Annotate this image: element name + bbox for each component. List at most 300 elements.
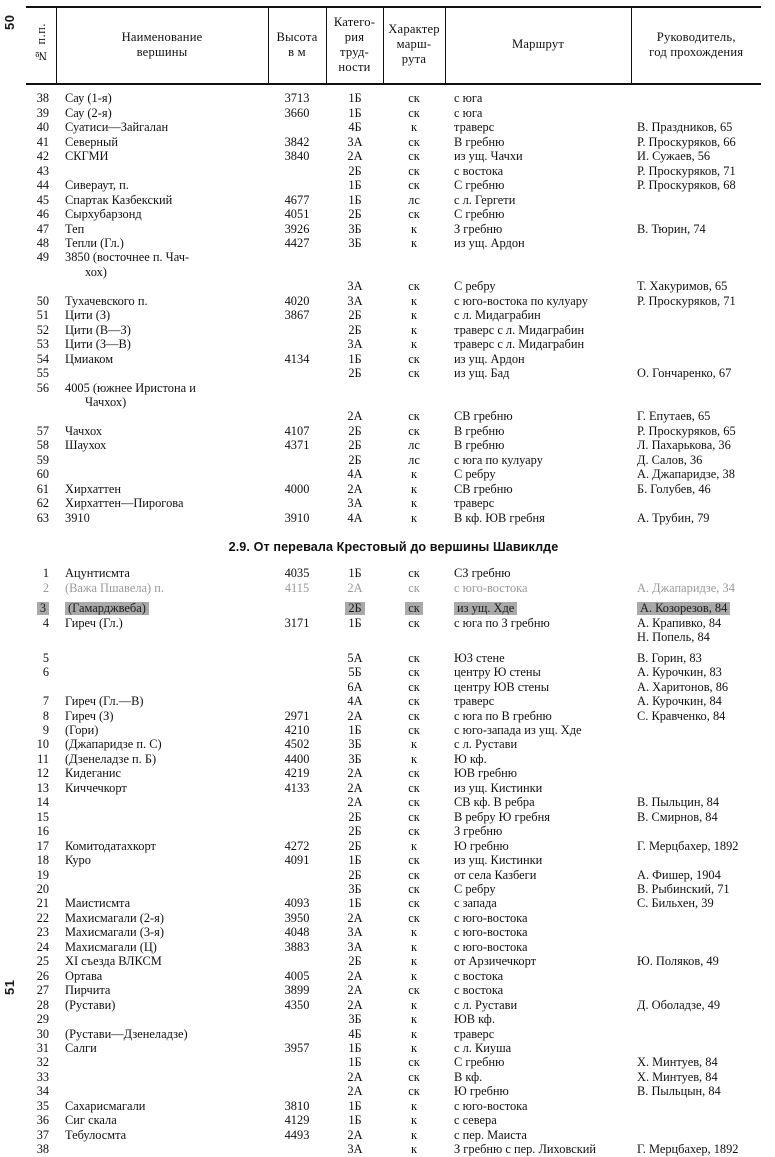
column-header-name-line2: вершины [136,44,188,59]
row-category: 5А [347,650,363,665]
table-row [26,1012,761,1026]
row-altitude: 4107 [284,423,310,438]
row-altitude [268,395,326,409]
row-leader [631,236,761,250]
row-category [326,381,383,395]
row-route-character: лс [408,438,420,453]
row-number: 14 [36,795,49,810]
row-route: с юга [454,105,483,120]
row-route: с востока [454,968,504,983]
row-route-character: к [410,467,418,482]
row-peak-name: Спартак Казбекский [65,192,173,207]
peaks-table-sheet [26,6,761,1157]
table-row [26,630,761,644]
row-category [326,265,383,279]
row-peak-name: Комитодатахкорт [65,838,156,853]
row-altitude: 3883 [284,939,310,954]
row-altitude: 4115 [284,580,310,595]
row-leader: В. Рыбинский, 71 [637,882,730,896]
row-leader [631,337,761,351]
table-row [26,323,761,337]
table-row [26,1027,761,1041]
row-number [26,630,56,644]
row-category: 3А [347,279,363,294]
row-leader [631,1099,761,1113]
row-peak-name-continuation [56,265,268,279]
row-category: 3Б [348,1012,362,1027]
row-peak-name: Тебулосмта [65,1127,127,1142]
row-route: В кф. ЮВ гребня [454,510,545,525]
row-number: 44 [36,178,49,193]
row-route: ЮВ гребню [454,766,518,781]
row-route: СВ гребню [454,409,513,424]
row-leader: И. Сужаев, 56 [637,149,711,164]
row-route: траверс [454,496,495,511]
row-leader: В. Праздников, 65 [637,120,733,135]
page-folio-bottom: 51 [2,979,17,995]
row-category: 2Б [348,824,362,839]
row-route-character: ск [408,366,420,381]
row-route-character: к [410,1113,418,1128]
row-number: 43 [36,163,49,178]
row-number: 46 [36,207,49,222]
column-header-altitude-line1: Высота [276,29,318,44]
row-leader: А. Фишер, 1904 [637,867,721,882]
row-peak-name: Гиреч (З) [65,708,114,723]
row-route: с востока [454,163,504,178]
row-peak-name: Сиг скала [65,1113,117,1128]
row-leader [631,566,761,580]
table-row [26,694,761,708]
column-header-route: Маршрут [445,7,631,84]
row-leader [631,824,761,838]
row-route: с востока [454,983,504,998]
row-route: В гребню [454,438,505,453]
row-altitude: 4093 [284,896,310,911]
table-row [26,1099,761,1113]
row-leader [631,925,761,939]
row-category: 3Б [348,221,362,236]
row-leader: Р. Проскуряков, 66 [637,134,736,149]
row-leader: А. Джапаридзе, 38 [637,467,735,482]
row-peak-name: Цмиаком [65,351,114,366]
row-route: с юго-запада из ущ. Хде [454,723,582,738]
table-row [26,566,761,580]
row-category: 2А [347,481,363,496]
row-category: 2А [347,766,363,781]
section-heading-row [26,525,761,566]
row-route-character: ск [408,650,420,665]
table-row [26,381,761,395]
row-leader: В. Пыльцын, 84 [637,1084,721,1099]
table-row [26,178,761,192]
row-peak-name [56,279,268,293]
row-altitude: 4272 [284,838,310,853]
row-peak-name [56,1084,268,1098]
row-leader: В. Смирнов, 84 [637,809,718,824]
row-route-character [383,630,445,644]
row-category: 4Б [348,120,362,135]
row-route-character: ск [408,882,420,896]
highlight-marker: ск [405,602,423,615]
row-altitude: 4048 [284,925,310,940]
row-route: с юго-востока [454,925,528,940]
row-leader: О. Гончаренко, 67 [637,366,732,381]
row-peak-name: Куро [65,853,91,868]
row-altitude [268,824,326,838]
row-route-character: ск [408,149,420,164]
row-leader [631,781,761,795]
row-route-character: к [410,838,418,853]
highlight-marker: А. Козорезов, 84 [637,602,730,615]
row-altitude [268,694,326,708]
row-peak-name: СКГМИ [65,149,109,164]
row-number: 12 [36,766,49,781]
row-number: 20 [36,882,49,896]
table-row [26,193,761,207]
row-route: из ущ. Кистинки [454,853,543,868]
row-number: 35 [36,1098,49,1113]
row-peak-name [56,651,268,665]
row-route-character: к [410,308,418,323]
table-row [26,601,761,615]
row-altitude [268,265,326,279]
row-category: 2А [347,708,363,723]
row-route: В гребню [454,134,505,149]
table-row [26,135,761,149]
row-category: 3Б [348,235,362,250]
row-leader: А. Курочкин, 83 [637,665,722,680]
table-row [26,453,761,467]
row-category: 2Б [348,163,362,178]
row-route: Ю гребню [454,838,509,853]
row-route: траверс с л. Мидаграбин [454,337,585,352]
row-peak-name: Сау (1-я) [65,91,112,106]
row-route: В гребню [454,423,505,438]
row-altitude: 3957 [284,1040,310,1055]
row-category: 2Б [348,438,362,453]
row-number: 62 [36,496,49,511]
row-route: с юго-востока [454,1098,528,1113]
row-route-character: к [410,997,418,1012]
row-route [445,381,631,395]
row-category: 2А [347,1069,363,1084]
row-number: 1 [42,566,49,581]
row-route [445,395,631,409]
table-row [26,106,761,120]
row-route: с запада [454,896,497,911]
row-altitude: 4129 [284,1113,310,1128]
row-category: 4Б [348,1026,362,1041]
row-category: 2А [347,983,363,998]
row-route-character: ск [408,566,420,581]
column-header-name-line1: Наименование [121,29,203,44]
row-altitude: 4210 [284,723,310,738]
table-row [26,1128,761,1142]
row-peak-name: Сахарисмагали [65,1098,146,1113]
row-route-character: к [410,954,418,969]
peaks-table [26,6,761,1157]
row-altitude: 3713 [284,91,310,106]
row-route: СВ кф. В ребра [454,795,535,810]
table-row [26,1070,761,1084]
row-route-character: к [410,1040,418,1055]
row-number: 13 [36,780,49,795]
table-row [26,795,761,809]
table-row [26,665,761,679]
column-header-name [56,7,268,84]
row-category: 2А [347,795,363,810]
row-number: 49 [36,250,49,265]
page-folio-top: 50 [2,14,17,30]
row-route-character: к [410,1012,418,1027]
row-peak-name: Цити (З) [65,308,111,323]
row-number: 50 [36,293,49,308]
row-leader [631,1027,761,1041]
row-altitude [268,381,326,395]
row-peak-name: Ацунтисмта [65,566,130,581]
row-altitude: 4051 [284,207,310,222]
row-number: 57 [36,423,49,438]
table-row [26,969,761,983]
row-number: 4 [42,615,49,630]
row-number: 59 [36,452,49,467]
row-leader: С. Бильхен, 39 [637,896,714,911]
row-route: с юга по кулуару [454,452,543,467]
column-header-character-line1: Характер [388,22,440,37]
table-row [26,482,761,496]
table-row [26,940,761,954]
row-category: 2А [347,780,363,795]
section-heading: 2.9. От перевала Крестовый до вершины Шавиклде [228,540,559,555]
row-leader: Д. Оболадзе, 49 [637,997,721,1012]
row-number: 29 [36,1012,49,1027]
row-route: из ущ. Чачхи [454,149,523,164]
row-category: 2Б [348,308,362,323]
row-number: 33 [36,1069,49,1084]
row-leader: В. Тюрин, 74 [637,221,706,236]
row-altitude [268,1055,326,1069]
row-route-character: ск [408,795,420,810]
row-number: 56 [36,380,49,395]
row-leader [631,496,761,510]
table-row [26,868,761,882]
row-leader [631,352,761,366]
row-peak-name: Северный [65,134,118,149]
column-header-number-label: № п.п. [33,22,48,63]
row-altitude [268,954,326,968]
row-route-character: ск [408,615,420,630]
row-number: 22 [36,910,49,925]
row-peak-name [56,630,268,644]
row-leader [631,381,761,395]
column-header-category [326,7,383,84]
row-category: 2А [347,997,363,1012]
row-route: из ущ. Ардон [454,351,525,366]
row-route: с юго-востока [454,910,528,925]
row-leader [631,265,761,279]
row-peak-name: (Рустави—Дзенеладзе) [65,1026,188,1041]
row-altitude [268,1084,326,1098]
row-altitude [268,178,326,192]
row-leader: Н. Попель, 84 [637,630,710,645]
row-number [26,409,56,423]
table-row [26,882,761,896]
row-leader [631,106,761,120]
table-row [26,853,761,867]
row-route-character: к [410,1142,418,1157]
row-altitude [268,680,326,694]
row-altitude [268,1012,326,1026]
row-route [445,630,631,644]
table-body [26,84,761,1156]
row-number: 15 [36,809,49,824]
table-row [26,824,761,838]
row-altitude: 4005 [284,968,310,983]
row-route-character: ск [408,766,420,781]
row-category: 2А [347,580,363,595]
row-leader: А. Харитонов, 86 [637,679,729,694]
row-peak-name [56,810,268,824]
row-number: 37 [36,1127,49,1142]
row-route: из ущ. Кистинки [454,780,543,795]
table-row [26,723,761,737]
row-altitude: 4350 [284,997,310,1012]
table-row [26,337,761,351]
row-route: с юга по В гребню [454,708,552,723]
table-row-continuation [26,395,761,409]
row-route-character: к [410,496,418,511]
row-altitude [268,337,326,351]
row-route-character: ск [408,824,420,839]
row-route: СВ гребню [454,481,513,496]
row-altitude [268,665,326,679]
table-header [26,7,761,84]
row-number: 30 [36,1026,49,1041]
row-peak-name [56,366,268,380]
table-row [26,911,761,925]
table-row [26,279,761,293]
row-route-character: ск [408,580,420,595]
column-header-altitude-line2: в м [288,44,306,59]
row-leader [631,911,761,925]
row-category: 2Б [348,838,362,853]
row-peak-name: Сау (2-я) [65,105,112,120]
row-route: С гребню [454,207,505,222]
row-altitude: 3910 [284,510,310,525]
row-route-character: ск [408,694,420,709]
row-number [26,265,56,279]
table-row [26,207,761,221]
row-route: В кф. [454,1069,483,1084]
row-category: 2Б [348,809,362,824]
row-peak-name: Цити (З—В) [65,337,131,352]
row-leader [631,969,761,983]
row-peak-name [56,882,268,896]
row-peak-name [56,1070,268,1084]
row-peak-name: Маистисмта [65,896,131,911]
table-row [26,149,761,163]
table-row-continuation [26,265,761,279]
row-route-character: к [410,235,418,250]
column-header-leader-line1: Руководитель, [656,29,736,44]
table-row [26,616,761,630]
row-route: от Арзичечкорт [454,954,537,969]
row-category: 2Б [348,867,362,882]
row-leader [631,752,761,766]
row-route-character: ск [408,279,420,294]
table-row [26,581,761,595]
table-row [26,954,761,968]
row-leader [631,1113,761,1127]
row-altitude: 4091 [284,853,310,868]
row-peak-name [56,824,268,838]
row-leader: А. Джапаридзе, 34 [637,580,735,595]
row-route-character: ск [408,91,420,106]
row-route-character [383,601,445,615]
row-altitude [268,467,326,481]
row-leader [631,250,761,264]
row-category: 3А [347,939,363,954]
row-number: 8 [42,708,49,723]
row-altitude: 3926 [284,221,310,236]
table-row [26,752,761,766]
row-route-character [383,381,445,395]
row-leader [631,601,761,615]
row-route-character: к [410,1026,418,1041]
row-number: 27 [36,983,49,998]
row-category: 2Б [348,954,362,969]
row-category: 1Б [348,1055,362,1070]
row-leader [631,737,761,751]
row-category: 3А [347,337,363,352]
row-leader: Р. Проскуряков, 68 [637,178,736,193]
row-route: ЮЗ стене [454,650,505,665]
row-route: В ребру Ю гребня [454,809,550,824]
table-row [26,366,761,380]
row-category: 4А [347,510,363,525]
row-category: 3А [347,1142,363,1157]
row-route-character [383,395,445,409]
column-header-character-line3: рута [401,52,427,67]
row-route-character: ск [408,351,420,366]
row-route: траверс [454,120,495,135]
table-row [26,496,761,510]
row-peak-name [56,795,268,809]
row-leader: Г. Мерцбахер, 1892 [637,1142,739,1157]
table-row [26,1142,761,1156]
row-route: З гребню [454,824,503,839]
table-row [26,896,761,910]
row-number: 55 [36,366,49,381]
row-category [326,630,383,644]
row-category: 1Б [348,1098,362,1113]
row-number: 17 [36,838,49,853]
row-altitude [268,279,326,293]
table-row [26,236,761,250]
row-route: с юга по З гребню [454,615,550,630]
row-route: с юго-востока [454,939,528,954]
row-category: 2Б [348,322,362,337]
row-category: 1Б [348,723,362,738]
row-altitude [268,496,326,510]
row-route-character: к [410,968,418,983]
row-route-character: к [410,737,418,752]
row-peak-name: (Дзенеладзе п. Б) [65,751,157,766]
row-altitude [268,323,326,337]
row-number [26,279,56,293]
row-route-character: ск [408,1069,420,1084]
